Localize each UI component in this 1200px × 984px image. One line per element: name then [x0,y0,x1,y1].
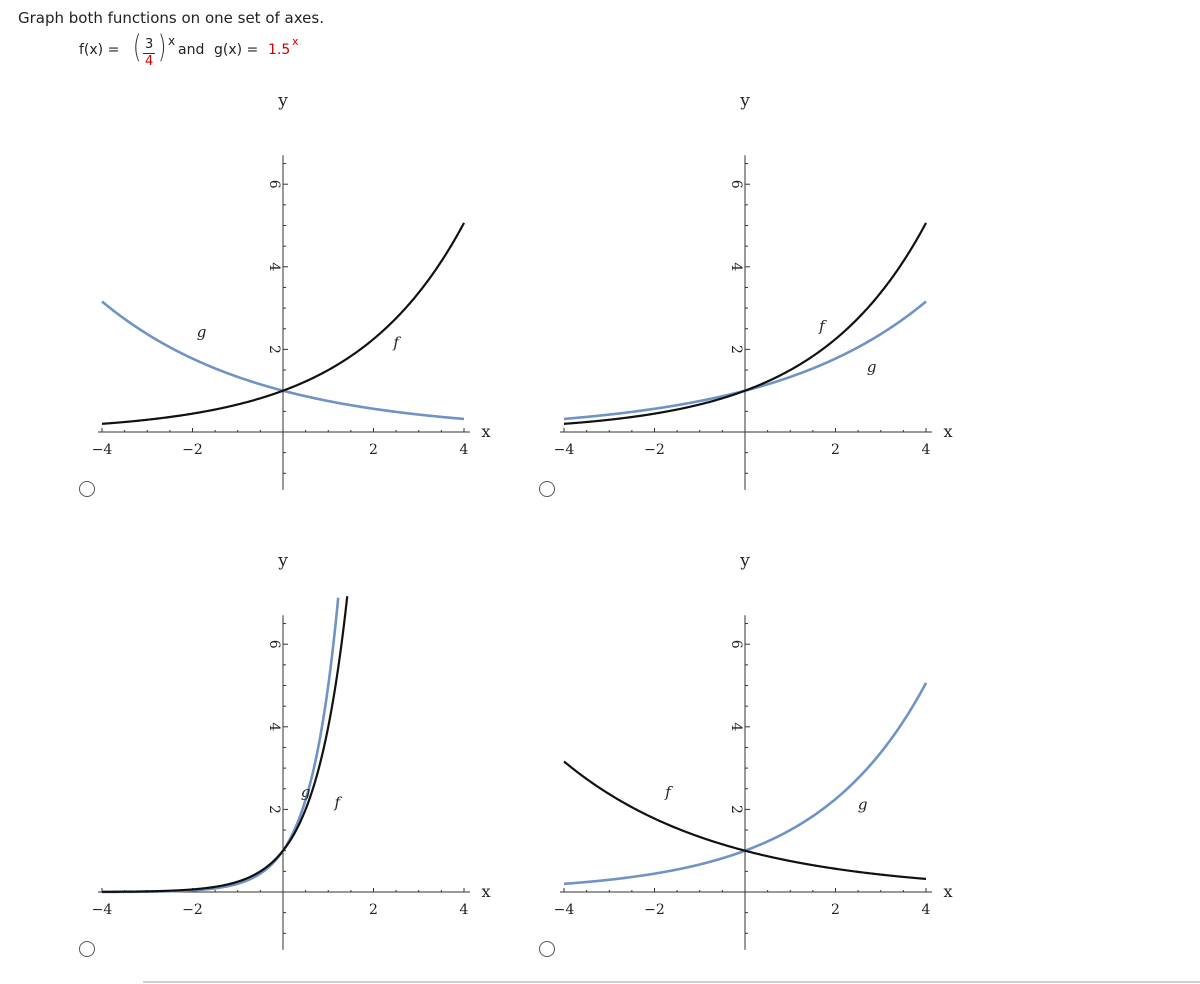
x-tick-label: −4 [91,442,113,458]
y-axis-label: y [278,91,288,111]
y-tick-label: 4 [266,722,282,732]
y-tick-label: 2 [728,344,744,354]
curve-label-g: g [196,323,207,342]
curve-label-f: f [393,333,399,352]
fraction-denominator: 4 [145,54,154,69]
curve-label-g: g [866,358,877,377]
curve-label-f: f [819,316,825,335]
x-axis-label: x [943,422,953,441]
question-prompt: Graph both functions on one set of axes. [18,9,324,27]
x-tick-label: 2 [831,902,840,918]
y-axis-label: y [278,551,288,571]
x-tick-label: 2 [831,442,840,458]
y-tick-label: 4 [728,722,744,732]
x-tick-label: −2 [644,442,665,458]
x-tick-label: −4 [553,442,575,458]
x-tick-label: −4 [91,902,113,918]
y-tick-label: 2 [266,804,282,814]
left-paren: ( [132,29,142,65]
graph-option-d [552,548,972,960]
curve-label-g: g [857,795,868,814]
x-tick-label: 4 [921,442,931,458]
radio-option-a[interactable] [79,481,95,497]
curve-label-f: f [665,783,671,802]
g-definition-label: g(x) = [214,42,259,58]
y-tick-label: 6 [728,179,744,189]
graph-option-b [552,88,972,500]
radio-option-c[interactable] [79,941,95,957]
x-tick-label: 2 [369,442,378,458]
y-axis-label: y [740,551,750,571]
bottom-divider [143,981,1200,983]
connector-text: and [178,42,205,58]
x-axis-label: x [481,882,491,901]
g-base: 1.5 [268,42,291,58]
radio-option-d[interactable] [539,941,555,957]
x-tick-label: −2 [182,442,203,458]
x-tick-label: 4 [459,902,469,918]
x-tick-label: 4 [459,442,469,458]
y-tick-label: 6 [266,639,282,649]
curve-label-f: f [334,793,341,812]
graph-option-a [90,88,510,500]
x-tick-label: −4 [553,902,575,918]
curve-f [102,596,347,892]
y-axis-label: y [740,91,750,111]
y-tick-label: 6 [266,179,282,189]
curve-label-g: g [300,783,311,802]
x-tick-label: 2 [369,902,378,918]
radio-option-b[interactable] [539,481,555,497]
curve-g [102,598,338,892]
x-tick-label: −2 [182,902,203,918]
x-tick-label: −2 [644,902,665,918]
g-exponent: x [292,35,299,48]
x-axis-label: x [481,422,491,441]
y-tick-label: 2 [728,804,744,814]
y-tick-label: 4 [266,262,282,272]
f-definition-label: f(x) = [79,42,120,58]
x-axis-label: x [943,882,953,901]
right-paren: ) [157,29,167,65]
y-tick-label: 6 [728,639,744,649]
graph-option-c [90,548,510,960]
y-tick-label: 2 [266,344,282,354]
f-exponent: x [168,34,176,48]
y-tick-label: 4 [728,262,744,272]
x-tick-label: 4 [921,902,931,918]
fraction-numerator: 3 [145,37,154,52]
